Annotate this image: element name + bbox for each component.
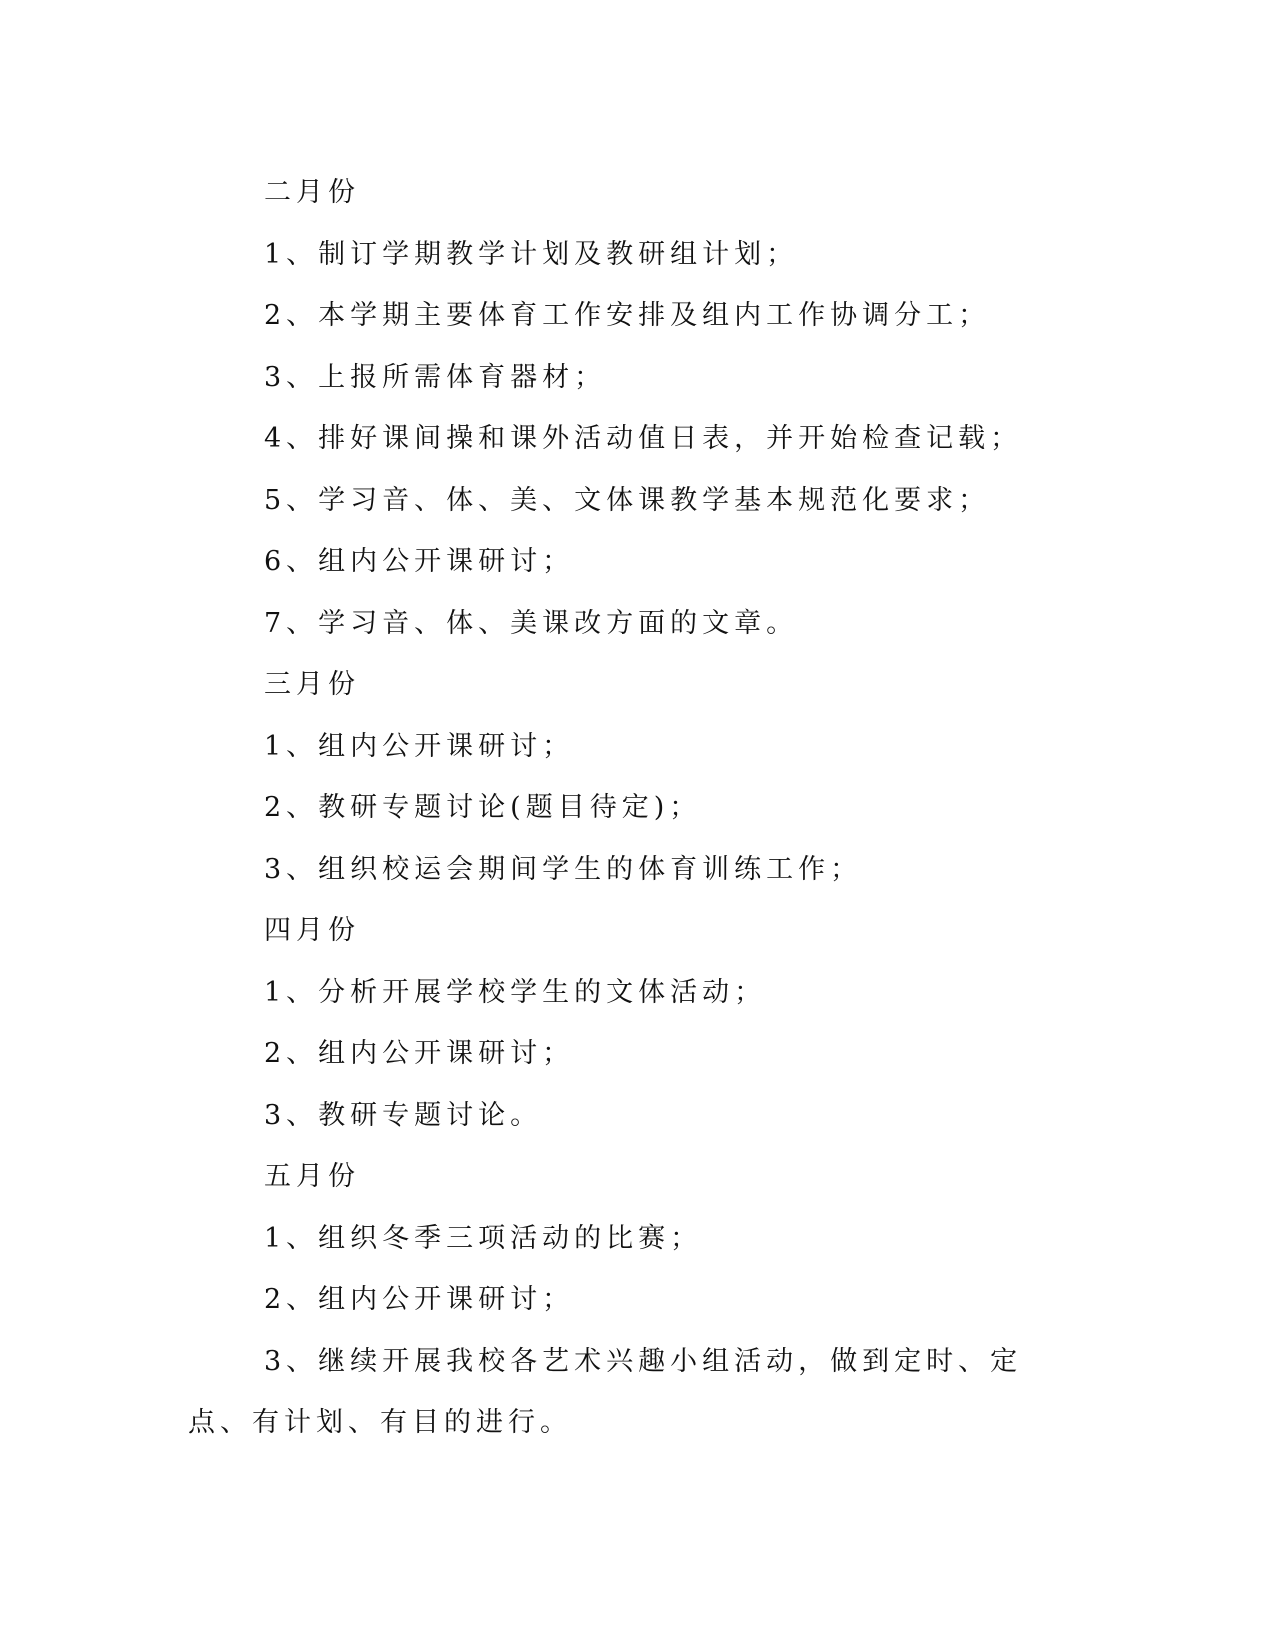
list-item: 2、组内公开课研讨； (264, 1284, 575, 1315)
list-item: 1、组织冬季三项活动的比赛； (264, 1222, 703, 1254)
month-heading-april: 四月份 (264, 915, 360, 946)
list-item: 5、学习音、体、美、文体课教学基本规范化要求； (264, 484, 991, 516)
list-item: 3、上报所需体育器材； (264, 361, 607, 393)
list-item: 1、组内公开课研讨； (264, 730, 575, 762)
list-item: 2、本学期主要体育工作安排及组内工作协调分工； (264, 300, 991, 331)
list-item: 6、组内公开课研讨； (264, 546, 575, 577)
list-item: 2、组内公开课研讨； (264, 1038, 575, 1069)
list-item: 3、组织校运会期间学生的体育训练工作； (264, 853, 863, 885)
list-item: 3、教研专题讨论。 (264, 1099, 543, 1131)
list-item: 4、排好课间操和课外活动值日表，并开始检查记载； (264, 423, 1023, 454)
list-item: 3、继续开展我校各艺术兴趣小组活动，做到定时、定点、有计划、有目的进行。 (188, 1345, 1023, 1438)
list-item: 1、分析开展学校学生的文体活动； (264, 976, 767, 1008)
list-item: 7、学习音、体、美课改方面的文章。 (264, 607, 799, 639)
list-item: 2、教研专题讨论(题目待定)； (264, 792, 702, 823)
list-item: 1、制订学期教学计划及教研组计划； (264, 238, 799, 270)
document-body (188, 162, 1068, 1454)
month-heading-march: 三月份 (264, 669, 360, 700)
month-heading-february: 二月份 (264, 177, 360, 208)
month-heading-may: 五月份 (264, 1161, 360, 1192)
